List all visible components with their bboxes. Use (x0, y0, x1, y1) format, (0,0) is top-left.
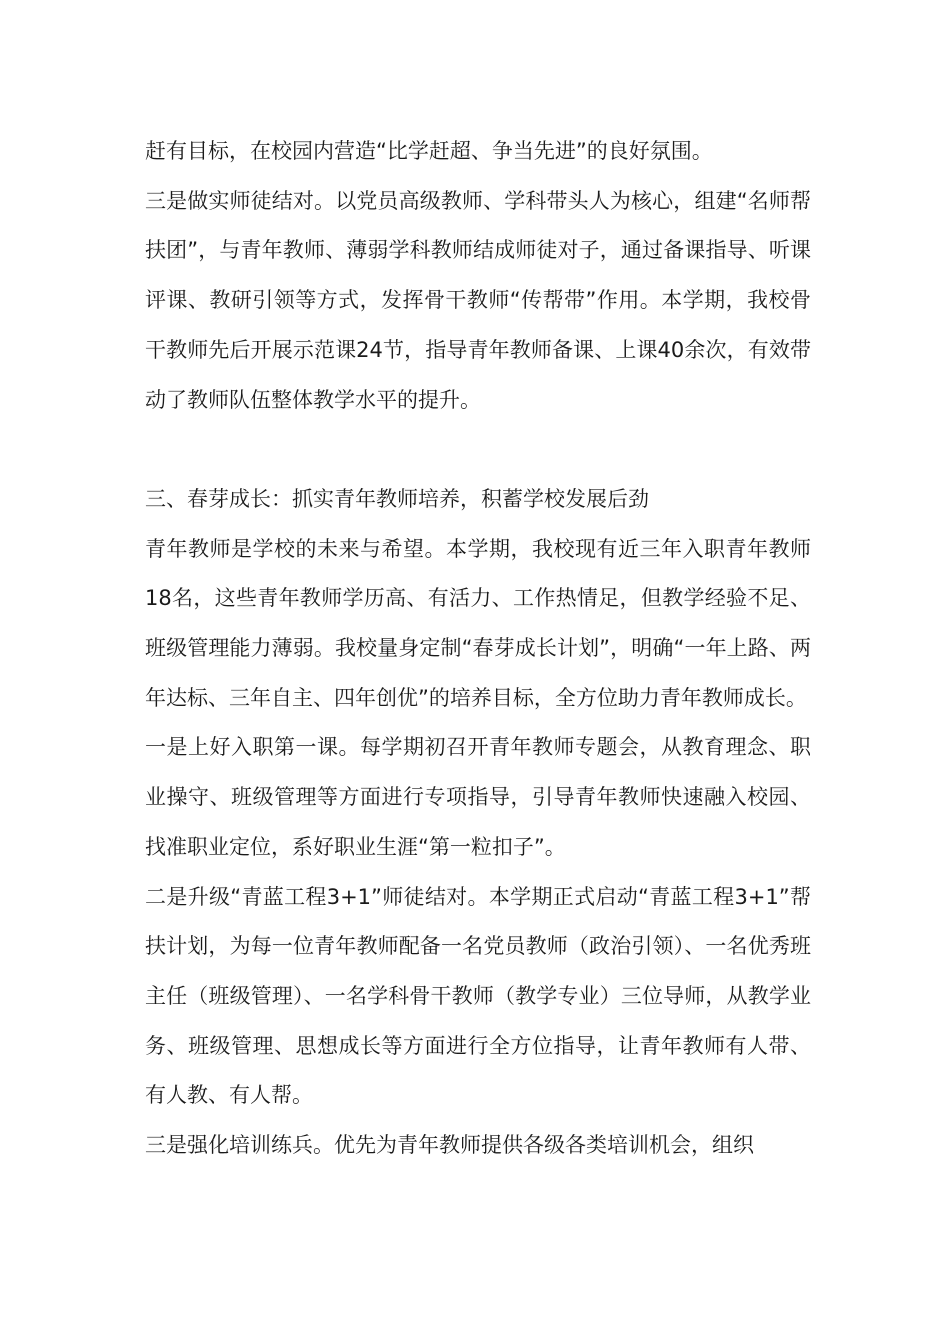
section-heading: 三、春芽成长：抓实青年教师培养，积蓄学校发展后劲 (145, 486, 649, 511)
paragraph-qinglan-project: 二是升级“青蓝工程3+1”师徒结对。本学期正式启动“青蓝工程3+1”帮扶计划，为每一位青年教师配备一名党员教师（政治引领）、一名优秀班主任（班级管理）、一名学科骨干教师（教学专业）三位导师，从教学业务、班级管理、思想成长等方面进行全方位指导，让青年教师有人带、有人教、有人帮。 (145, 884, 811, 1108)
paragraph-spacer (145, 425, 811, 475)
paragraph-first-lesson: 一是上好入职第一课。每学期初召开青年教师专题会，从教育理念、职业操守、班级管理等方面进行专项指导，引导青年教师快速融入校园、找准职业定位，系好职业生涯“第一粒扣子”。 (145, 735, 811, 859)
paragraph-mentor-pairing: 三是做实师徒结对。以党员高级教师、学科带头人为核心，组建“名师帮扶团”，与青年教师、薄弱学科教师结成师徒对子，通过备课指导、听课评课、教研引领等方式，发挥骨干教师“传帮带”作用。本学期，我校骨干教师先后开展示范课24节，指导青年教师备课、上课40余次，有效带动了教师队伍整体教学水平的提升。 (145, 188, 811, 412)
paragraph-young-teachers-intro: 青年教师是学校的未来与希望。本学期，我校现有近三年入职青年教师18名，这些青年教师学历高、有活力、工作热情足，但教学经验不足、班级管理能力薄弱。我校量身定制“春芽成长计划”，明确“一年上路、两年达标、三年自主、四年创优”的培养目标，全方位助力青年教师成长。 (145, 536, 811, 710)
document-body (145, 127, 811, 1171)
paragraph-training: 三是强化培训练兵。优先为青年教师提供各级各类培训机会，组织 (145, 1133, 754, 1158)
paragraph-continuation: 赶有目标，在校园内营造“比学赶超、争当先进”的良好氛围。 (145, 139, 713, 163)
